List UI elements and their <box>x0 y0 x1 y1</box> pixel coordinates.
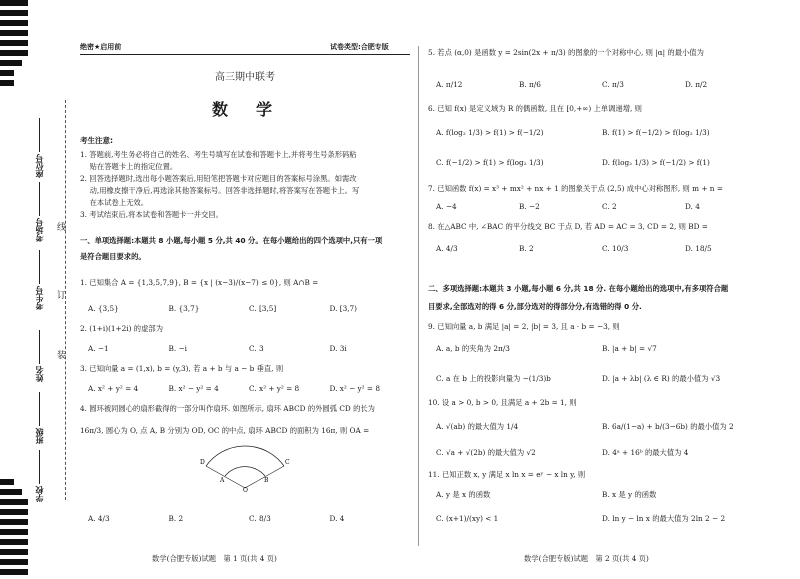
question-6: 6. 已知 f(x) 是定义域为 R 的偶函数, 且在 [0,+∞) 上单调递增, 则 <box>428 104 642 113</box>
question-4: 4. 圆环被同圆心的扇形截得的一部分叫作扇环. 如图所示, 扇环 ABCD 的外圆弧 CD 的长为 <box>80 404 375 413</box>
option-a: A. −1 <box>88 344 109 353</box>
option-a: A. √(ab) 的最大值为 1/4 <box>436 422 519 431</box>
option-d: D. |a + λb| (λ ∈ R) 的最小值为 √3 <box>602 374 721 383</box>
radius-od <box>206 466 245 488</box>
option-d: D. x² − y² = 8 <box>329 384 380 393</box>
question-7-options <box>436 202 768 211</box>
option-b: B. 6a/(1−a) + b/(3−6b) 的最小值为 2 <box>602 422 734 431</box>
option-b: B. {3,7} <box>168 304 200 313</box>
option-b: B. f(1) > f(−1/2) > f(log₂ 1/3) <box>602 128 710 137</box>
option-d: D. f(log₂ 1/3) > f(−1/2) > f(1) <box>602 158 710 167</box>
question-1-options <box>88 304 410 313</box>
option-a: A. −4 <box>436 202 457 211</box>
notice-line: 贴在答题卡上的指定位置。 <box>80 162 178 171</box>
barcode-top <box>0 0 28 90</box>
question-8-options <box>436 244 768 253</box>
option-b: B. π/6 <box>519 80 541 89</box>
option-c: C. x² + y² = 8 <box>249 384 300 393</box>
section1-heading-cont: 是符合题目要求的。 <box>80 252 146 261</box>
option-a: A. 4/3 <box>436 244 458 253</box>
page-1 <box>80 0 410 579</box>
notice-title: 考生注意: <box>80 136 113 145</box>
notice-line: 3. 考试结束后,将本试卷和答题卡一并交回。 <box>80 210 223 219</box>
gutter-xian: 线 <box>55 222 65 231</box>
sector-ring-figure <box>200 440 290 492</box>
option-b: B. −2 <box>519 202 540 211</box>
question-3-options <box>88 384 410 393</box>
option-a: A. a, b 的夹角为 2π/3 <box>436 344 510 353</box>
option-c: C. √a + √(2b) 的最大值为 √2 <box>436 448 536 457</box>
option-a: A. y 是 x 的函数 <box>436 490 491 499</box>
question-2: 2. (1+i)(1+2i) 的虚部为 <box>80 324 163 333</box>
option-b: B. |a + b| = √7 <box>602 344 657 353</box>
section2-heading: 二、多项选择题:本题共 3 小题,每小题 6 分,共 18 分. 在每小题给出的选项中,有多项符合题 <box>428 284 729 293</box>
option-c: C. 8/3 <box>249 514 271 523</box>
student-no-label: 考生号 <box>34 250 45 310</box>
option-c: C. π/3 <box>602 80 624 89</box>
option-c: C. f(−1/2) > f(1) > f(log₂ 1/3) <box>436 158 544 167</box>
question-10-options-row1 <box>436 422 768 431</box>
option-d: D. π/2 <box>685 80 708 89</box>
notice-line: 在本试卷上无效。 <box>80 198 148 207</box>
examroom-label: 考场号 <box>34 182 45 242</box>
seat-label: 座位号 <box>34 118 45 178</box>
notice-line: 动,用橡皮擦干净后,再选涂其他答案标号。回答非选择题时,将答案写在答题卡上。写 <box>80 186 360 195</box>
secret-label: 绝密★启用前 <box>80 43 122 51</box>
question-9-options-row2 <box>436 374 768 383</box>
option-c: C. [3,5] <box>249 304 277 313</box>
question-4-options <box>88 514 410 523</box>
option-b: B. −i <box>168 344 187 353</box>
paper-type-label: 试卷类型:合肥专版 <box>330 43 389 51</box>
option-c: C. 10/3 <box>602 244 629 253</box>
class-label: 班级 <box>34 392 45 444</box>
option-c: C. a 在 b 上的投影向量为 −(1/3)b <box>436 374 551 383</box>
question-4-cont: 16π/3, 圆心为 O, 点 A, B 分别为 OD, OC 的中点, 扇环 ABCD 的面积为 16π, 则 OA = <box>80 426 370 435</box>
gutter-zhuang: 装 <box>55 350 65 359</box>
option-d: D. 18/5 <box>685 244 712 253</box>
dashed-cut-line <box>65 100 66 500</box>
name-label: 姓名 <box>34 330 45 382</box>
inner-arc <box>225 467 265 476</box>
label-b: B <box>264 477 269 484</box>
option-d: D. 3i <box>329 344 347 353</box>
option-a: A. 4/3 <box>88 514 110 523</box>
option-d: D. [3,7) <box>329 304 358 313</box>
label-d: D <box>200 459 205 466</box>
binding-strip <box>30 0 78 579</box>
option-b: B. 2 <box>168 514 184 523</box>
option-d: D. 4 <box>329 514 345 523</box>
question-1: 1. 已知集合 A = {1,3,5,7,9}, B = {x | (x−3)/(x−7) ≤ 0}, 则 A∩B = <box>80 278 319 287</box>
question-8: 8. 在△ABC 中, ∠BAC 的平分线交 BC 于点 D, 若 AD = AC = 3, CD = 2, 则 BD = <box>428 222 708 231</box>
question-5-options <box>436 80 768 89</box>
option-d: D. 4 <box>685 202 700 211</box>
question-2-options <box>88 344 410 353</box>
option-b: B. 2 <box>519 244 534 253</box>
barcode-bottom <box>0 479 28 579</box>
question-9-options-row1 <box>436 344 768 353</box>
subject-title: 数 学 <box>211 100 278 119</box>
option-a: A. f(log₂ 1/3) > f(1) > f(−1/2) <box>436 128 544 137</box>
page-2 <box>428 0 768 579</box>
notice-line: 2. 回答选择题时,选出每小题答案后,用铅笔把答题卡对应题目的答案标号涂黑。如需改 <box>80 174 357 183</box>
question-5: 5. 若点 (α,0) 是函数 y = 2sin(2x + π/3) 的图象的一个对称中心, 则 |α| 的最小值为 <box>428 48 704 57</box>
option-a: A. x² + y² = 4 <box>88 384 139 393</box>
question-6-options-row1 <box>436 128 768 137</box>
page-divider <box>418 46 419 546</box>
option-a: A. π/12 <box>436 80 463 89</box>
question-11-options-row1 <box>436 490 768 499</box>
page-1-footer: 数学(合肥专版)试题 第 1 页(共 4 页) <box>152 554 277 563</box>
gutter-ding: 订 <box>55 290 65 299</box>
question-10: 10. 设 a > 0, b > 0, 且满足 a + 2b = 1, 则 <box>428 398 577 407</box>
question-3: 3. 已知向量 a = (1,x), b = (y,3), 若 a + b 与 a − b 垂直, 则 <box>80 364 284 373</box>
question-6-options-row2 <box>436 158 768 167</box>
page-2-footer: 数学(合肥专版)试题 第 2 页(共 4 页) <box>524 554 649 563</box>
option-c: C. (x+1)/(xy) < 1 <box>436 514 499 523</box>
option-a: A. {3,5} <box>88 304 119 313</box>
section1-heading: 一、单项选择题:本题共 8 小题,每小题 5 分,共 40 分。在每小题给出的四个选项中,只有一项 <box>80 236 383 245</box>
label-c: C <box>285 459 290 466</box>
option-d: D. 4ᵃ + 16ᵇ 的最大值为 4 <box>602 448 689 457</box>
question-10-options-row2 <box>436 448 768 457</box>
question-11: 11. 已知正数 x, y 满足 x ln x = eʸ − x ln y, 则 <box>428 470 586 479</box>
option-c: C. 2 <box>602 202 617 211</box>
school-label: 学校 <box>34 450 45 502</box>
question-11-options-row2 <box>436 514 768 523</box>
notice-line: 1. 答题前,考生务必将自己的姓名、考生号填写在试卷和答题卡上,并将考生号条形码粘 <box>80 150 357 159</box>
question-9: 9. 已知向量 a, b 满足 |a| = 2, |b| = 3, 且 a · b = −3, 则 <box>428 322 620 331</box>
question-7: 7. 已知函数 f(x) = x³ + mx² + nx + 1 的图象关于点 (2,5) 成中心对称图形, 则 m + n = <box>428 184 723 193</box>
label-o: O <box>243 487 248 492</box>
option-c: C. 3 <box>249 344 264 353</box>
outer-arc <box>206 446 284 466</box>
option-b: B. x 是 y 的函数 <box>602 490 657 499</box>
exam-title: 高三期中联考 <box>215 72 275 83</box>
section2-heading-cont: 目要求,全部选对的得 6 分,部分选对的得部分分,有选错的得 0 分. <box>428 302 642 311</box>
option-b: B. x² − y² = 4 <box>168 384 219 393</box>
label-a: A <box>220 477 225 484</box>
option-d: D. ln y − ln x 的最大值为 2ln 2 − 2 <box>602 514 726 523</box>
